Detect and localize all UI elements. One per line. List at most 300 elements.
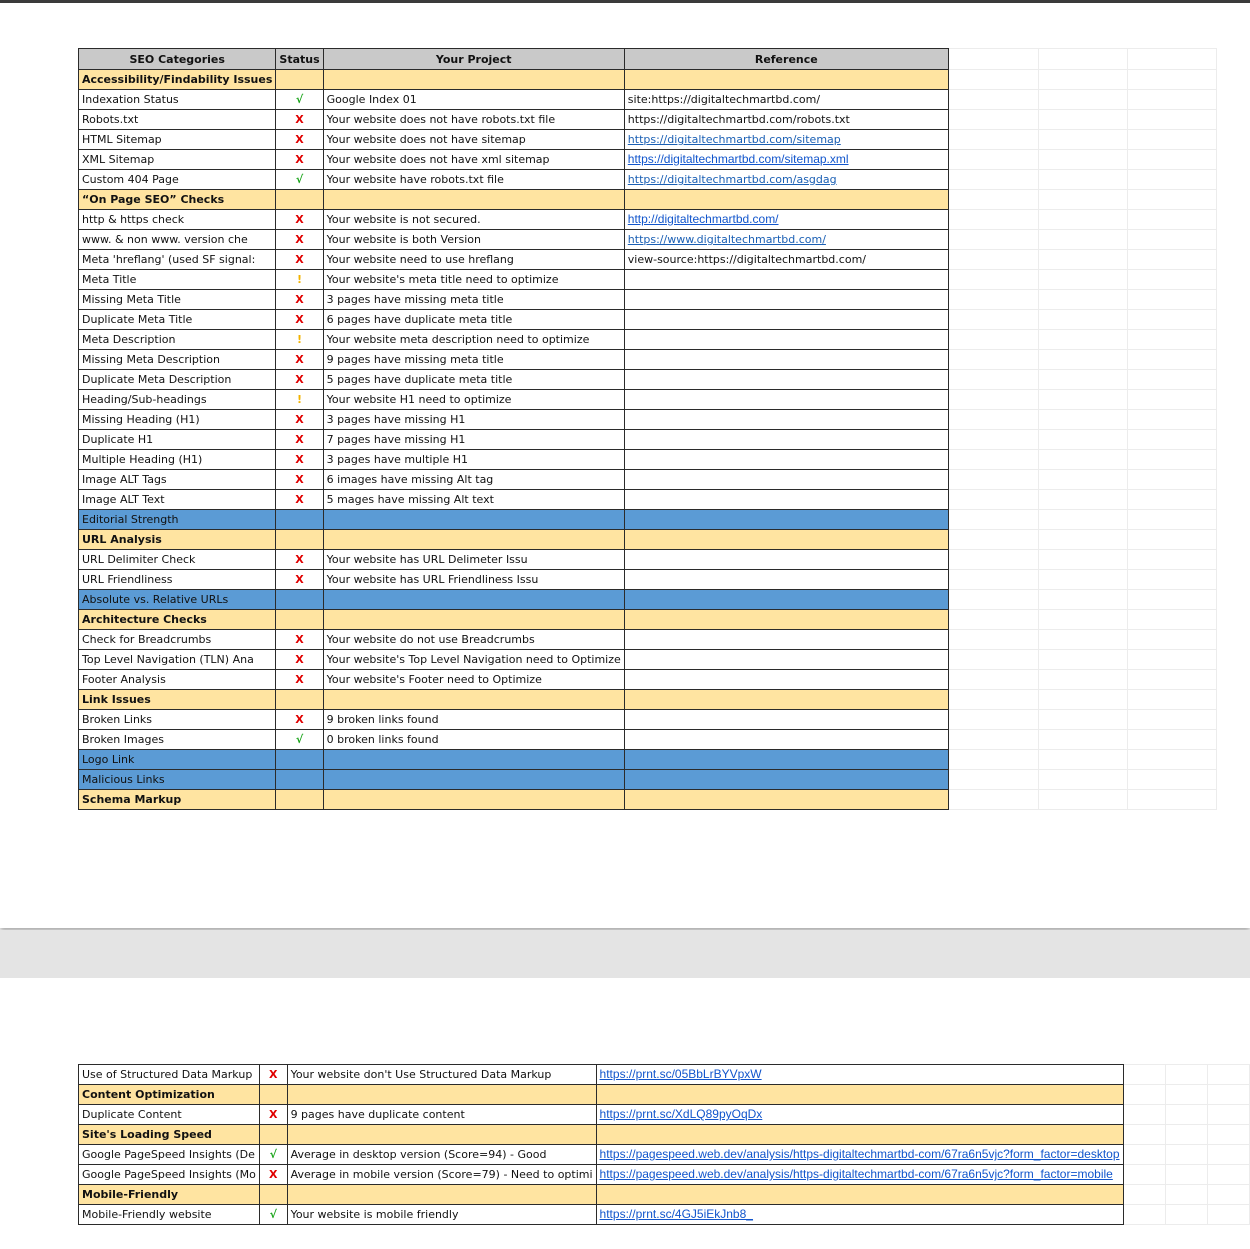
reference-cell[interactable] xyxy=(596,1165,1123,1185)
fail-status-icon[interactable]: X xyxy=(276,430,323,450)
empty-cell[interactable] xyxy=(1038,290,1127,310)
empty-cell[interactable] xyxy=(948,190,1038,210)
category-cell[interactable]: Missing Heading (H1) xyxy=(79,410,276,430)
empty-cell[interactable] xyxy=(948,590,1038,610)
section-label-cell[interactable]: Logo Link xyxy=(79,750,276,770)
empty-cell[interactable] xyxy=(1127,370,1216,390)
empty-cell[interactable] xyxy=(1127,450,1216,470)
empty-cell[interactable] xyxy=(1038,790,1127,810)
fail-status-icon[interactable]: X xyxy=(276,650,323,670)
empty-cell[interactable] xyxy=(1127,90,1216,110)
reference-cell[interactable] xyxy=(624,630,948,650)
category-cell[interactable]: Meta Title xyxy=(79,270,276,290)
reference-link[interactable]: https://prnt.sc/XdLQ89pyOqDx xyxy=(599,1107,763,1121)
empty-cell[interactable] xyxy=(948,270,1038,290)
reference-cell[interactable] xyxy=(624,490,948,510)
project-cell[interactable]: 6 images have missing Alt tag xyxy=(323,470,624,490)
status-cell[interactable] xyxy=(276,510,323,530)
reference-link[interactable]: https://digitaltechmartbd.com/sitemap.xml xyxy=(627,152,849,166)
empty-cell[interactable] xyxy=(1127,350,1216,370)
empty-cell[interactable] xyxy=(1038,230,1127,250)
reference-cell[interactable] xyxy=(624,290,948,310)
empty-cell[interactable] xyxy=(948,310,1038,330)
warning-status-icon[interactable]: ! xyxy=(276,390,323,410)
category-cell[interactable]: Indexation Status xyxy=(79,90,276,110)
empty-cell[interactable] xyxy=(1127,230,1216,250)
reference-link[interactable]: https://prnt.sc/4GJ5iEkJnb8_ xyxy=(599,1207,753,1221)
project-cell[interactable]: 0 broken links found xyxy=(323,730,624,750)
fail-status-icon[interactable]: X xyxy=(276,150,323,170)
category-cell[interactable]: Top Level Navigation (TLN) Ana xyxy=(79,650,276,670)
empty-cell[interactable] xyxy=(1127,170,1216,190)
project-cell[interactable] xyxy=(323,690,624,710)
reference-cell[interactable] xyxy=(624,270,948,290)
empty-cell[interactable] xyxy=(948,630,1038,650)
project-cell[interactable] xyxy=(323,70,624,90)
reference-cell[interactable] xyxy=(596,1125,1123,1145)
empty-cell[interactable] xyxy=(948,110,1038,130)
empty-cell[interactable] xyxy=(1038,370,1127,390)
empty-cell[interactable] xyxy=(1038,470,1127,490)
category-cell[interactable]: Use of Structured Data Markup xyxy=(79,1065,260,1085)
empty-cell[interactable] xyxy=(948,230,1038,250)
status-cell[interactable] xyxy=(276,770,323,790)
empty-cell[interactable] xyxy=(948,490,1038,510)
check-status-icon[interactable]: √ xyxy=(276,90,323,110)
fail-status-icon[interactable]: X xyxy=(276,370,323,390)
reference-cell[interactable] xyxy=(624,410,948,430)
reference-cell[interactable] xyxy=(624,70,948,90)
empty-cell[interactable] xyxy=(1207,1105,1249,1125)
empty-cell[interactable] xyxy=(1123,1185,1165,1205)
empty-cell[interactable] xyxy=(948,430,1038,450)
category-cell[interactable]: Mobile-Friendly website xyxy=(79,1205,260,1225)
empty-cell[interactable] xyxy=(1038,570,1127,590)
check-status-icon[interactable]: √ xyxy=(259,1205,287,1225)
empty-cell[interactable] xyxy=(1038,49,1127,70)
empty-cell[interactable] xyxy=(1165,1065,1207,1085)
empty-cell[interactable] xyxy=(1038,450,1127,470)
fail-status-icon[interactable]: X xyxy=(259,1165,287,1185)
empty-cell[interactable] xyxy=(948,390,1038,410)
empty-cell[interactable] xyxy=(948,750,1038,770)
empty-cell[interactable] xyxy=(948,670,1038,690)
reference-cell[interactable] xyxy=(624,430,948,450)
empty-cell[interactable] xyxy=(1038,690,1127,710)
project-cell[interactable]: Your website does not have robots.txt file xyxy=(323,110,624,130)
status-cell[interactable] xyxy=(276,70,323,90)
empty-cell[interactable] xyxy=(1127,510,1216,530)
reference-cell[interactable] xyxy=(624,530,948,550)
empty-cell[interactable] xyxy=(948,770,1038,790)
empty-cell[interactable] xyxy=(1207,1085,1249,1105)
status-cell[interactable] xyxy=(276,790,323,810)
reference-cell[interactable] xyxy=(624,210,948,230)
empty-cell[interactable] xyxy=(1127,390,1216,410)
empty-cell[interactable] xyxy=(1127,530,1216,550)
empty-cell[interactable] xyxy=(1123,1105,1165,1125)
category-cell[interactable]: Google PageSpeed Insights (De xyxy=(79,1145,260,1165)
fail-status-icon[interactable]: X xyxy=(276,230,323,250)
reference-cell[interactable] xyxy=(624,650,948,670)
reference-cell[interactable] xyxy=(624,110,948,130)
reference-cell[interactable] xyxy=(624,690,948,710)
empty-cell[interactable] xyxy=(1038,710,1127,730)
reference-cell[interactable] xyxy=(624,590,948,610)
project-cell[interactable]: 7 pages have missing H1 xyxy=(323,430,624,450)
empty-cell[interactable] xyxy=(1038,390,1127,410)
check-status-icon[interactable]: √ xyxy=(259,1145,287,1165)
reference-cell[interactable] xyxy=(624,610,948,630)
category-cell[interactable]: Image ALT Tags xyxy=(79,470,276,490)
empty-cell[interactable] xyxy=(1123,1165,1165,1185)
category-cell[interactable]: Duplicate Meta Description xyxy=(79,370,276,390)
empty-cell[interactable] xyxy=(1127,610,1216,630)
project-cell[interactable]: Your website don't Use Structured Data Markup xyxy=(287,1065,596,1085)
project-cell[interactable]: 9 pages have duplicate content xyxy=(287,1105,596,1125)
empty-cell[interactable] xyxy=(948,650,1038,670)
empty-cell[interactable] xyxy=(1207,1125,1249,1145)
project-cell[interactable]: Your website does not have xml sitemap xyxy=(323,150,624,170)
reference-cell[interactable] xyxy=(596,1065,1123,1085)
status-cell[interactable] xyxy=(276,750,323,770)
empty-cell[interactable] xyxy=(1127,590,1216,610)
empty-cell[interactable] xyxy=(1038,150,1127,170)
project-cell[interactable]: Average in desktop version (Score=94) - Good xyxy=(287,1145,596,1165)
reference-link[interactable]: https://pagespeed.web.dev/analysis/https-digitaltechmartbd-com/67ra6n5vjc?form_factor=desktop xyxy=(599,1147,1120,1161)
category-cell[interactable]: www. & non www. version che xyxy=(79,230,276,250)
empty-cell[interactable] xyxy=(948,690,1038,710)
empty-cell[interactable] xyxy=(1038,70,1127,90)
empty-cell[interactable] xyxy=(1165,1145,1207,1165)
empty-cell[interactable] xyxy=(1127,190,1216,210)
reference-link[interactable]: https://www.digitaltechmartbd.com/ xyxy=(627,233,826,246)
empty-cell[interactable] xyxy=(1127,690,1216,710)
empty-cell[interactable] xyxy=(948,410,1038,430)
category-cell[interactable]: Missing Meta Title xyxy=(79,290,276,310)
empty-cell[interactable] xyxy=(1127,670,1216,690)
empty-cell[interactable] xyxy=(1127,470,1216,490)
status-cell[interactable] xyxy=(276,530,323,550)
project-cell[interactable]: Your website's meta title need to optimize xyxy=(323,270,624,290)
empty-cell[interactable] xyxy=(948,330,1038,350)
empty-cell[interactable] xyxy=(1165,1125,1207,1145)
section-label-cell[interactable]: URL Analysis xyxy=(79,530,276,550)
header-seo-categories[interactable]: SEO Categories xyxy=(79,49,276,70)
empty-cell[interactable] xyxy=(1038,250,1127,270)
section-label-cell[interactable]: Mobile-Friendly xyxy=(79,1185,260,1205)
project-cell[interactable]: 5 pages have duplicate meta title xyxy=(323,370,624,390)
section-label-cell[interactable]: “On Page SEO” Checks xyxy=(79,190,276,210)
section-label-cell[interactable]: Editorial Strength xyxy=(79,510,276,530)
fail-status-icon[interactable]: X xyxy=(276,310,323,330)
fail-status-icon[interactable]: X xyxy=(276,710,323,730)
project-cell[interactable]: 3 pages have missing H1 xyxy=(323,410,624,430)
reference-cell[interactable] xyxy=(624,150,948,170)
empty-cell[interactable] xyxy=(1127,710,1216,730)
reference-cell[interactable] xyxy=(596,1145,1123,1165)
header-reference[interactable]: Reference xyxy=(624,49,948,70)
empty-cell[interactable] xyxy=(1038,330,1127,350)
status-cell[interactable] xyxy=(259,1085,287,1105)
status-cell[interactable] xyxy=(276,190,323,210)
check-status-icon[interactable]: √ xyxy=(276,170,323,190)
fail-status-icon[interactable]: X xyxy=(276,670,323,690)
project-cell[interactable]: Your website is not secured. xyxy=(323,210,624,230)
category-cell[interactable]: HTML Sitemap xyxy=(79,130,276,150)
fail-status-icon[interactable]: X xyxy=(276,210,323,230)
category-cell[interactable]: Check for Breadcrumbs xyxy=(79,630,276,650)
fail-status-icon[interactable]: X xyxy=(276,630,323,650)
project-cell[interactable]: Google Index 01 xyxy=(323,90,624,110)
fail-status-icon[interactable]: X xyxy=(259,1105,287,1125)
project-cell[interactable]: 3 pages have missing meta title xyxy=(323,290,624,310)
reference-cell[interactable] xyxy=(624,450,948,470)
empty-cell[interactable] xyxy=(1165,1105,1207,1125)
empty-cell[interactable] xyxy=(948,49,1038,70)
empty-cell[interactable] xyxy=(1127,70,1216,90)
reference-link[interactable]: https://digitaltechmartbd.com/asgdag xyxy=(627,173,837,186)
reference-cell[interactable] xyxy=(624,710,948,730)
reference-cell[interactable] xyxy=(624,350,948,370)
status-cell[interactable] xyxy=(259,1125,287,1145)
reference-cell[interactable] xyxy=(624,130,948,150)
empty-cell[interactable] xyxy=(1038,430,1127,450)
reference-cell[interactable] xyxy=(624,90,948,110)
category-cell[interactable]: Image ALT Text xyxy=(79,490,276,510)
reference-cell[interactable] xyxy=(624,370,948,390)
reference-cell[interactable] xyxy=(596,1185,1123,1205)
project-cell[interactable]: 9 pages have missing meta title xyxy=(323,350,624,370)
project-cell[interactable]: Your website does not have sitemap xyxy=(323,130,624,150)
reference-cell[interactable] xyxy=(624,670,948,690)
empty-cell[interactable] xyxy=(948,130,1038,150)
reference-link[interactable]: https://prnt.sc/05BbLrBYVpxW xyxy=(599,1067,762,1081)
empty-cell[interactable] xyxy=(1038,730,1127,750)
category-cell[interactable]: Multiple Heading (H1) xyxy=(79,450,276,470)
project-cell[interactable]: 6 pages have duplicate meta title xyxy=(323,310,624,330)
project-cell[interactable]: Your website's Footer need to Optimize xyxy=(323,670,624,690)
empty-cell[interactable] xyxy=(948,170,1038,190)
empty-cell[interactable] xyxy=(1127,570,1216,590)
reference-link[interactable]: https://digitaltechmartbd.com/sitemap xyxy=(627,133,841,146)
project-cell[interactable] xyxy=(287,1125,596,1145)
empty-cell[interactable] xyxy=(948,730,1038,750)
empty-cell[interactable] xyxy=(1038,90,1127,110)
empty-cell[interactable] xyxy=(1038,510,1127,530)
category-cell[interactable]: Duplicate Meta Title xyxy=(79,310,276,330)
empty-cell[interactable] xyxy=(1123,1205,1165,1225)
empty-cell[interactable] xyxy=(948,450,1038,470)
fail-status-icon[interactable]: X xyxy=(276,410,323,430)
project-cell[interactable] xyxy=(287,1185,596,1205)
reference-cell[interactable] xyxy=(624,170,948,190)
empty-cell[interactable] xyxy=(1123,1125,1165,1145)
empty-cell[interactable] xyxy=(948,70,1038,90)
project-cell[interactable]: 3 pages have multiple H1 xyxy=(323,450,624,470)
project-cell[interactable] xyxy=(323,770,624,790)
reference-cell[interactable] xyxy=(624,730,948,750)
reference-cell[interactable] xyxy=(624,770,948,790)
empty-cell[interactable] xyxy=(1038,130,1127,150)
reference-cell[interactable] xyxy=(624,330,948,350)
reference-cell[interactable] xyxy=(624,470,948,490)
header-status[interactable]: Status xyxy=(276,49,323,70)
empty-cell[interactable] xyxy=(1038,350,1127,370)
project-cell[interactable]: Your website do not use Breadcrumbs xyxy=(323,630,624,650)
empty-cell[interactable] xyxy=(1127,430,1216,450)
reference-cell[interactable] xyxy=(596,1205,1123,1225)
project-cell[interactable] xyxy=(287,1085,596,1105)
empty-cell[interactable] xyxy=(1127,310,1216,330)
empty-cell[interactable] xyxy=(1038,590,1127,610)
reference-cell[interactable] xyxy=(624,230,948,250)
project-cell[interactable] xyxy=(323,750,624,770)
fail-status-icon[interactable]: X xyxy=(276,290,323,310)
section-label-cell[interactable]: Link Issues xyxy=(79,690,276,710)
reference-cell[interactable] xyxy=(596,1105,1123,1125)
empty-cell[interactable] xyxy=(948,570,1038,590)
category-cell[interactable]: Duplicate Content xyxy=(79,1105,260,1125)
category-cell[interactable]: XML Sitemap xyxy=(79,150,276,170)
empty-cell[interactable] xyxy=(1127,150,1216,170)
project-cell[interactable]: Your website meta description need to optimize xyxy=(323,330,624,350)
reference-cell[interactable] xyxy=(624,750,948,770)
category-cell[interactable]: Custom 404 Page xyxy=(79,170,276,190)
project-cell[interactable]: Your website's Top Level Navigation need to Optimize xyxy=(323,650,624,670)
project-cell[interactable] xyxy=(323,510,624,530)
empty-cell[interactable] xyxy=(1207,1065,1249,1085)
fail-status-icon[interactable]: X xyxy=(276,110,323,130)
category-cell[interactable]: Missing Meta Description xyxy=(79,350,276,370)
reference-cell[interactable] xyxy=(596,1085,1123,1105)
reference-cell[interactable] xyxy=(624,510,948,530)
section-label-cell[interactable]: Site's Loading Speed xyxy=(79,1125,260,1145)
empty-cell[interactable] xyxy=(1127,270,1216,290)
empty-cell[interactable] xyxy=(1038,650,1127,670)
project-cell[interactable] xyxy=(323,790,624,810)
fail-status-icon[interactable]: X xyxy=(276,570,323,590)
section-label-cell[interactable]: Accessibility/Findability Issues xyxy=(79,70,276,90)
empty-cell[interactable] xyxy=(1038,750,1127,770)
empty-cell[interactable] xyxy=(1165,1085,1207,1105)
empty-cell[interactable] xyxy=(1038,270,1127,290)
project-cell[interactable] xyxy=(323,530,624,550)
empty-cell[interactable] xyxy=(1127,49,1216,70)
reference-cell[interactable] xyxy=(624,190,948,210)
category-cell[interactable]: Google PageSpeed Insights (Mo xyxy=(79,1165,260,1185)
category-cell[interactable]: http & https check xyxy=(79,210,276,230)
empty-cell[interactable] xyxy=(1127,550,1216,570)
empty-cell[interactable] xyxy=(1127,790,1216,810)
section-label-cell[interactable]: Absolute vs. Relative URLs xyxy=(79,590,276,610)
project-cell[interactable]: Your website H1 need to optimize xyxy=(323,390,624,410)
section-label-cell[interactable]: Malicious Links xyxy=(79,770,276,790)
check-status-icon[interactable]: √ xyxy=(276,730,323,750)
empty-cell[interactable] xyxy=(948,710,1038,730)
category-cell[interactable]: Broken Links xyxy=(79,710,276,730)
empty-cell[interactable] xyxy=(1038,110,1127,130)
category-cell[interactable]: URL Friendliness xyxy=(79,570,276,590)
empty-cell[interactable] xyxy=(948,550,1038,570)
empty-cell[interactable] xyxy=(1038,190,1127,210)
reference-link[interactable]: http://digitaltechmartbd.com/ xyxy=(627,212,779,226)
empty-cell[interactable] xyxy=(1207,1185,1249,1205)
project-cell[interactable]: Your website is mobile friendly xyxy=(287,1205,596,1225)
empty-cell[interactable] xyxy=(1038,530,1127,550)
empty-cell[interactable] xyxy=(1038,170,1127,190)
fail-status-icon[interactable]: X xyxy=(276,450,323,470)
empty-cell[interactable] xyxy=(948,610,1038,630)
fail-status-icon[interactable]: X xyxy=(276,350,323,370)
reference-cell[interactable] xyxy=(624,570,948,590)
category-cell[interactable]: Footer Analysis xyxy=(79,670,276,690)
fail-status-icon[interactable]: X xyxy=(276,250,323,270)
empty-cell[interactable] xyxy=(1127,630,1216,650)
status-cell[interactable] xyxy=(276,590,323,610)
empty-cell[interactable] xyxy=(1127,490,1216,510)
empty-cell[interactable] xyxy=(948,90,1038,110)
empty-cell[interactable] xyxy=(1165,1165,1207,1185)
empty-cell[interactable] xyxy=(948,530,1038,550)
project-cell[interactable]: Your website has URL Delimeter Issu xyxy=(323,550,624,570)
empty-cell[interactable] xyxy=(1207,1165,1249,1185)
empty-cell[interactable] xyxy=(948,510,1038,530)
project-cell[interactable]: Average in mobile version (Score=79) - Need to optimi xyxy=(287,1165,596,1185)
empty-cell[interactable] xyxy=(1038,770,1127,790)
project-cell[interactable]: Your website have robots.txt file xyxy=(323,170,624,190)
fail-status-icon[interactable]: X xyxy=(276,490,323,510)
fail-status-icon[interactable]: X xyxy=(276,130,323,150)
category-cell[interactable]: URL Delimiter Check xyxy=(79,550,276,570)
project-cell[interactable] xyxy=(323,610,624,630)
empty-cell[interactable] xyxy=(1127,290,1216,310)
section-label-cell[interactable]: Schema Markup xyxy=(79,790,276,810)
category-cell[interactable]: Duplicate H1 xyxy=(79,430,276,450)
empty-cell[interactable] xyxy=(948,790,1038,810)
category-cell[interactable]: Meta 'hreflang' (used SF signal: xyxy=(79,250,276,270)
empty-cell[interactable] xyxy=(948,470,1038,490)
project-cell[interactable]: 5 mages have missing Alt text xyxy=(323,490,624,510)
empty-cell[interactable] xyxy=(1127,410,1216,430)
project-cell[interactable] xyxy=(323,590,624,610)
status-cell[interactable] xyxy=(259,1185,287,1205)
reference-cell[interactable] xyxy=(624,310,948,330)
reference-cell[interactable] xyxy=(624,550,948,570)
category-cell[interactable]: Meta Description xyxy=(79,330,276,350)
empty-cell[interactable] xyxy=(1127,130,1216,150)
header-your-project[interactable]: Your Project xyxy=(323,49,624,70)
empty-cell[interactable] xyxy=(1038,490,1127,510)
empty-cell[interactable] xyxy=(1038,630,1127,650)
empty-cell[interactable] xyxy=(948,370,1038,390)
status-cell[interactable] xyxy=(276,690,323,710)
warning-status-icon[interactable]: ! xyxy=(276,330,323,350)
warning-status-icon[interactable]: ! xyxy=(276,270,323,290)
empty-cell[interactable] xyxy=(948,250,1038,270)
empty-cell[interactable] xyxy=(1123,1145,1165,1165)
project-cell[interactable]: Your website is both Version xyxy=(323,230,624,250)
empty-cell[interactable] xyxy=(1165,1185,1207,1205)
empty-cell[interactable] xyxy=(1127,650,1216,670)
empty-cell[interactable] xyxy=(1165,1205,1207,1225)
category-cell[interactable]: Heading/Sub-headings xyxy=(79,390,276,410)
empty-cell[interactable] xyxy=(1123,1085,1165,1105)
fail-status-icon[interactable]: X xyxy=(259,1065,287,1085)
category-cell[interactable]: Robots.txt xyxy=(79,110,276,130)
reference-link[interactable]: https://pagespeed.web.dev/analysis/https-digitaltechmartbd-com/67ra6n5vjc?form_factor=mobile xyxy=(599,1167,1113,1181)
empty-cell[interactable] xyxy=(1207,1145,1249,1165)
